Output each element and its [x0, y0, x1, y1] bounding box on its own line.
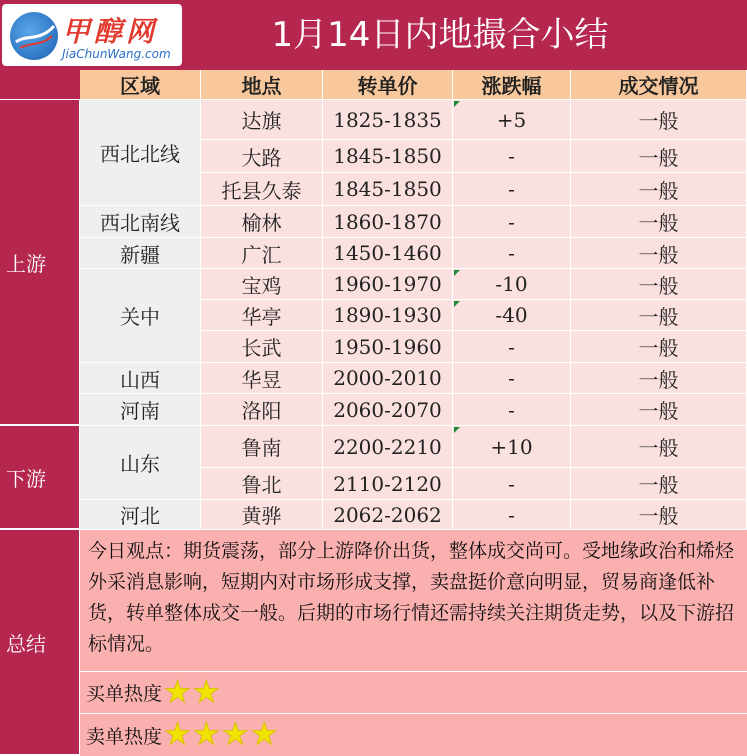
price-cell: 1890-1930	[323, 300, 453, 331]
price-cell: 2062-2062	[323, 500, 453, 530]
change-cell: -	[453, 331, 571, 363]
comment-marker-icon	[454, 427, 460, 433]
buy-heat-label: 买单热度	[86, 683, 163, 705]
zone-downstream: 下游	[0, 426, 80, 530]
deal-cell: 一般	[571, 269, 747, 300]
deal-cell: 一般	[571, 500, 747, 530]
place-cell: 黄骅	[201, 500, 323, 530]
price-cell: 2110-2120	[323, 468, 453, 500]
change-cell: -	[453, 500, 571, 530]
sell-heat-row	[80, 714, 747, 756]
deal-cell: 一般	[571, 394, 747, 426]
change-cell: -	[453, 173, 571, 206]
logo-text-en: JiaChunWang.com	[62, 47, 171, 61]
region-guanzhong: 关中	[80, 269, 201, 363]
star-icon: ★	[192, 674, 220, 710]
deal-cell: 一般	[571, 300, 747, 331]
region-shandong: 山东	[80, 426, 201, 500]
price-cell: 2200-2210	[323, 426, 453, 468]
deal-cell: 一般	[571, 206, 747, 238]
logo	[2, 4, 182, 66]
place-cell: 托县久泰	[201, 173, 323, 206]
change-cell: +5	[453, 100, 571, 140]
star-icon: ★	[221, 717, 249, 752]
deal-cell: 一般	[571, 363, 747, 394]
region-henan: 河南	[80, 394, 201, 426]
change-cell: -40	[453, 300, 571, 331]
column-header-change: 涨跌幅	[453, 70, 571, 100]
comment-marker-icon	[454, 301, 460, 307]
place-cell: 达旗	[201, 100, 323, 140]
price-cell: 2060-2070	[323, 394, 453, 426]
zone-upstream: 上游	[0, 100, 80, 426]
column-header-deal: 成交情况	[571, 70, 747, 100]
zone-summary: 总结	[0, 530, 80, 756]
globe-logo-icon	[10, 12, 58, 60]
buy-heat-row	[80, 672, 747, 714]
region-northwest-south: 西北南线	[80, 206, 201, 238]
change-cell: +10	[453, 426, 571, 468]
place-cell: 长武	[201, 331, 323, 363]
region-shanxi: 山西	[80, 363, 201, 394]
price-cell: 1960-1970	[323, 269, 453, 300]
change-cell: -	[453, 363, 571, 394]
place-cell: 鲁南	[201, 426, 323, 468]
deal-cell: 一般	[571, 140, 747, 173]
star-icon: ★	[164, 717, 191, 752]
buy-heat-rating	[162, 674, 220, 710]
deal-cell: 一般	[571, 238, 747, 269]
place-cell: 榆林	[201, 206, 323, 238]
place-cell: 华昱	[201, 363, 323, 394]
change-cell: -	[453, 140, 571, 173]
summary-text: 今日观点：期货震荡，部分上游降价出货，整体成交尚可。受地缘政治和烯烃外采消息影响，短期内对市场形成支撑，卖盘挺价意向明显，贸易商逢低补货，转单整体成交一般。后期的市场行情还需持续关注期货走势，以及下游招标情况。	[80, 530, 747, 672]
change-cell: -	[453, 238, 571, 269]
place-cell: 宝鸡	[201, 269, 323, 300]
price-cell: 2000-2010	[323, 363, 453, 394]
column-header-place: 地点	[201, 70, 323, 100]
deal-cell: 一般	[571, 468, 747, 500]
comment-marker-icon	[454, 101, 460, 107]
region-xinjiang: 新疆	[80, 238, 201, 269]
deal-cell: 一般	[571, 331, 747, 363]
sell-heat-label: 卖单热度	[86, 725, 163, 748]
change-cell: -	[453, 468, 571, 500]
column-header-region: 区域	[80, 70, 201, 100]
column-header-price: 转单价	[323, 70, 453, 100]
header-corner	[0, 70, 80, 100]
place-cell: 广汇	[201, 238, 323, 269]
star-icon: ★	[250, 717, 278, 752]
region-hebei: 河北	[80, 500, 201, 530]
change-cell: -	[453, 394, 571, 426]
deal-cell: 一般	[571, 426, 747, 468]
place-cell: 洛阳	[201, 394, 323, 426]
price-cell: 1845-1850	[323, 140, 453, 173]
price-cell: 1860-1870	[323, 206, 453, 238]
deal-cell: 一般	[571, 173, 747, 206]
star-icon: ★	[164, 674, 191, 710]
price-cell: 1450-1460	[323, 238, 453, 269]
price-cell: 1950-1960	[323, 331, 453, 363]
place-cell: 大路	[201, 140, 323, 173]
change-cell: -	[453, 206, 571, 238]
logo-text-cn: 甲醇网	[62, 15, 159, 48]
price-cell: 1825-1835	[323, 100, 453, 140]
price-cell: 1845-1850	[323, 173, 453, 206]
place-cell: 华亭	[201, 300, 323, 331]
place-cell: 鲁北	[201, 468, 323, 500]
deal-cell: 一般	[571, 100, 747, 140]
page-title: 1月14日内地撮合小结	[271, 15, 609, 55]
star-icon: ★	[192, 717, 220, 752]
comment-marker-icon	[454, 270, 460, 276]
region-northwest-north: 西北北线	[80, 100, 201, 206]
sell-heat-rating	[162, 717, 278, 752]
change-cell: -10	[453, 269, 571, 300]
